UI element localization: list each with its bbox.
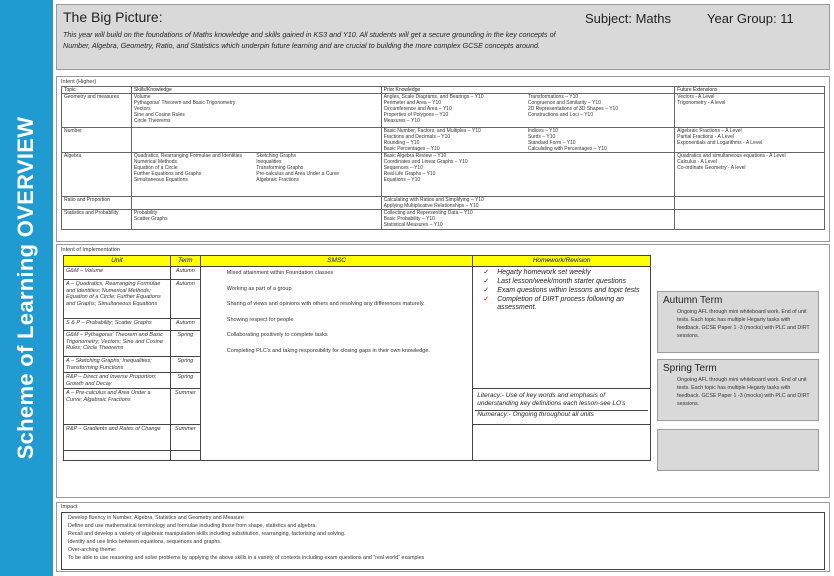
unit-cell: G&M – Volume — [64, 267, 171, 280]
intent-row — [62, 197, 825, 210]
homework-item — [475, 278, 648, 286]
intent-prior-text-2: Indices – Y10 Surds – Y10 Standard Form – Y10 Calculating with Percentages – Y10 — [527, 128, 607, 152]
implementation-header-row — [64, 256, 651, 267]
intent-header-prior: Prior Knowledge — [381, 87, 675, 94]
unit-row — [64, 267, 651, 280]
impl-header-smsc: SMSC — [200, 256, 472, 267]
term-cell — [170, 451, 200, 461]
term-cell: Summer — [170, 425, 200, 451]
homework-text: Completion of DIRT process following an assessment. — [497, 296, 624, 311]
smsc-cell — [200, 267, 472, 461]
unit-cell — [64, 451, 171, 461]
homework-item — [475, 296, 648, 312]
intent-title: Intent (Higher) — [61, 79, 97, 85]
unit-cell: A – Pre-calculus and Area Under a Curve; Algebraic Fractions — [64, 389, 171, 425]
side-banner-title: Scheme of Learning OVERVIEW — [13, 116, 38, 460]
term-cell: Spring — [170, 357, 200, 373]
year-group-label: Year Group: 11 — [707, 11, 794, 26]
implementation-section — [56, 244, 830, 498]
term-cell: Spring — [170, 373, 200, 389]
check-icon: ✓ — [483, 287, 490, 294]
smsc-item: Collaborating positively to complete tasks — [226, 332, 328, 338]
term-description: Ongoing AFL through mini whiteboard work. End of unit tests. Each topic has multiple Hegarty tasks with feedback. GCSE Paper 1 -3 (mocks) with PLC and DIRT sessions. — [677, 377, 810, 407]
intent-skills-cell — [131, 210, 381, 230]
intent-skills-text-2 — [256, 94, 378, 124]
homework-list — [475, 268, 648, 312]
term-cell: Summer — [170, 389, 200, 425]
intent-skills-cell — [131, 197, 381, 210]
check-icon: ✓ — [483, 296, 490, 303]
unit-cell: R&P – Direct and Inverse Proportion; Growth and Decay — [64, 373, 171, 389]
unit-cell: A – Sketching Graphs; Inequalities; Transforming Functions — [64, 357, 171, 373]
smsc-item: Showing respect for people — [226, 316, 294, 323]
intent-topic-cell: Geometry and measures — [62, 94, 132, 128]
intent-future-cell — [675, 197, 825, 210]
intent-topic-cell: Statistics and Probability — [62, 210, 132, 230]
intent-prior-text-2 — [528, 210, 672, 228]
homework-item — [475, 269, 648, 277]
unit-cell: A – Quadratics, Rearranging Formulae and Identities; Numerical Methods; Equation of a Circle; Further Equations and Graphs; Simultaneous Equations — [64, 280, 171, 319]
term-title: Autumn Term — [663, 295, 723, 306]
intent-table — [61, 86, 825, 230]
intent-skills-text: Probability Scatter Graphs — [133, 210, 168, 222]
intent-skills-text-2 — [256, 210, 378, 222]
homework-text: Last lesson/week/month starter questions — [497, 278, 627, 285]
term-box — [657, 429, 819, 471]
impact-section — [56, 502, 830, 572]
intent-section — [56, 76, 830, 242]
intent-prior-text-2 — [528, 153, 672, 183]
term-cell: Autumn — [170, 267, 200, 280]
intent-future-cell: Vectors - A Level Trigonometry - A level — [675, 94, 825, 128]
intent-row — [62, 210, 825, 230]
intent-prior-text: Angles, Scale Diagrams, and Bearings – Y10 Perimeter and Area – Y10 Circumference and Area – Y10 Properties of Polygons – Y10 Measures – Y10 — [383, 94, 484, 124]
impact-title: Impact — [61, 504, 78, 510]
homework-text: Exam questions within lessons and topic tests — [497, 287, 640, 294]
intent-future-cell — [675, 210, 825, 230]
side-banner — [0, 0, 53, 576]
check-icon: ✓ — [483, 269, 490, 276]
unit-cell: G&M – Pythagoras' Theorem and Basic Trigonometry; Vectors; Sine and Cosine Rules; Circle Theorems — [64, 331, 171, 357]
impact-line: Recall and develop a variety of algebraic manipulation skills including substitution, rearranging, factorising and solving. — [68, 531, 346, 537]
intent-future-cell: Algebraic Fractions – A Level Partial Fractions - A Level Exponentials and Logarithms - A Level — [675, 128, 825, 153]
intent-topic-cell: Number — [62, 128, 132, 153]
impact-line: Over-arching theme: — [68, 547, 117, 553]
impl-header-unit: Unit — [64, 256, 171, 267]
term-description: Ongoing AFL through mini whiteboard work. End of unit tests. Each topic has multiple Hegarty tasks with feedback. GCSE Paper 1 -3 (mocks) with PLC and DIRT sessions. — [677, 309, 810, 339]
term-box — [657, 359, 819, 421]
subject-label: Subject: Maths — [585, 11, 671, 26]
smsc-list — [203, 268, 470, 355]
term-title: Spring Term — [663, 363, 717, 374]
intent-header-future: Future Extensions — [675, 87, 825, 94]
intent-header-row — [62, 87, 825, 94]
intent-prior-cell — [381, 128, 675, 153]
smsc-item: Sharing of views and opinions with others and resolving any differences maturely. — [226, 301, 425, 307]
impact-content — [61, 512, 825, 570]
intent-row — [62, 128, 825, 153]
term-cell: Autumn — [170, 319, 200, 331]
intent-prior-cell — [381, 197, 675, 210]
impact-line: Develop fluency in Number, Algebra, Statistics and Geometry and Measure — [68, 515, 244, 521]
intent-header-skills: Skills/Knowledge — [131, 87, 381, 94]
intent-row — [62, 94, 825, 128]
big-picture-header — [56, 4, 830, 70]
term-cell: Spring — [170, 331, 200, 357]
homework-item — [475, 287, 648, 295]
impact-line: Identify and use links between equations, sequences and graphs. — [68, 539, 222, 545]
intent-prior-text: Basic Algebra Review – Y10 Coordinates and Linear Graphs – Y10 Sequences – Y10 Real Life Graphs – Y10 Equations – Y10 — [383, 153, 468, 183]
smsc-item: Completing PLC's and taking responsibility for closing gaps in their own knowledge. — [226, 347, 430, 354]
big-picture-description: This year will build on the foundations of Maths knowledge and skills gained in KS3 and Y10. All students will get a secure grounding in the key concepts of Number, Algebra, Geometry, Ratio, and Statistics which underpin future learning and are crucial to building the more complex GCSE concepts around. — [63, 30, 556, 50]
intent-row — [62, 153, 825, 197]
intent-skills-cell — [131, 94, 381, 128]
intent-prior-cell — [381, 153, 675, 197]
intent-prior-cell — [381, 94, 675, 128]
literacy-cell — [473, 389, 651, 425]
term-cell: Autumn — [170, 280, 200, 319]
term-box — [657, 291, 819, 353]
intent-skills-cell — [131, 128, 381, 153]
intent-skills-text: Volume Pythagoras' Theorem and Basic Trigonometry Vectors Sine and Cosine Rules Circle Theorems — [133, 94, 236, 124]
implementation-title: Intent of Implementation — [61, 247, 121, 253]
literacy-text: Literacy:- Use of key words and emphasis of understanding key definitions each lesson-see LO's — [477, 392, 626, 407]
unit-cell: R&P – Gradients and Rates of Change — [64, 425, 171, 451]
intent-prior-cell — [381, 210, 675, 230]
homework-cell — [473, 267, 651, 389]
smsc-item: Mixed attainment within Foundation classes — [226, 270, 334, 276]
page-title: The Big Picture: — [63, 9, 163, 25]
intent-skills-cell — [131, 153, 381, 197]
intent-topic-cell: Ratio and Proportion — [62, 197, 132, 210]
intent-prior-text-2: Transformations – Y10 Congruence and Similarity – Y10 2D Representations of 3D Shapes – Y10 Constructions and Loci – Y10 — [527, 94, 619, 118]
impl-header-homework: Homework/Revision — [473, 256, 651, 267]
impact-line: Define and use mathematical terminology and formulae including those from shape, statistics and algebra. — [68, 523, 317, 529]
intent-prior-text-2 — [528, 197, 672, 209]
homework-empty-cell — [473, 425, 651, 461]
intent-future-cell: Quadratics and simultaneous equations - A Level Calculus - A Level Co-ordinate Geometry - A level — [675, 153, 825, 197]
unit-cell: S & P – Probability; Scatter Graphs — [64, 319, 171, 331]
intent-topic-cell: Algebra — [62, 153, 132, 197]
intent-prior-text: Basic Number, Factors, and Multiples – Y10 Fractions and Decimals – Y10 Rounding – Y10 Basic Percentages – Y10 — [383, 128, 481, 152]
homework-text: Hegarty homework set weekly — [497, 269, 591, 276]
smsc-item: Working as part of a group — [226, 285, 292, 292]
intent-prior-text: Calculating with Ratios and Simplifying – Y10 Applying Multiplicative Relationships – Y10 — [383, 197, 484, 209]
check-icon: ✓ — [483, 278, 490, 285]
intent-skills-text-2: Sketching Graphs Inequalities Transforming Graphs Pre-calculus and Area Under a Curve Algebraic Fractions — [256, 153, 340, 183]
intent-prior-text: Collecting and Representing Data – Y10 Basic Probability – Y10 Statistical Measures – Y10 — [383, 210, 473, 228]
impl-header-term: Term — [170, 256, 200, 267]
numeracy-text: Numeracy:- Ongoing throughout all units — [475, 410, 648, 419]
implementation-table — [63, 255, 651, 461]
impact-line: To be able to use reasoning and solve problems by applying the above skills in a variety of contexts including exam questions and "real world" examples — [68, 555, 425, 561]
intent-header-topic: Topic — [62, 87, 132, 94]
intent-skills-text: Quadratics, Rearranging Formulae and Identities Numerical Methods Equation of a Circle Further Equations and Graphs Simultaneous Equations — [133, 153, 243, 183]
